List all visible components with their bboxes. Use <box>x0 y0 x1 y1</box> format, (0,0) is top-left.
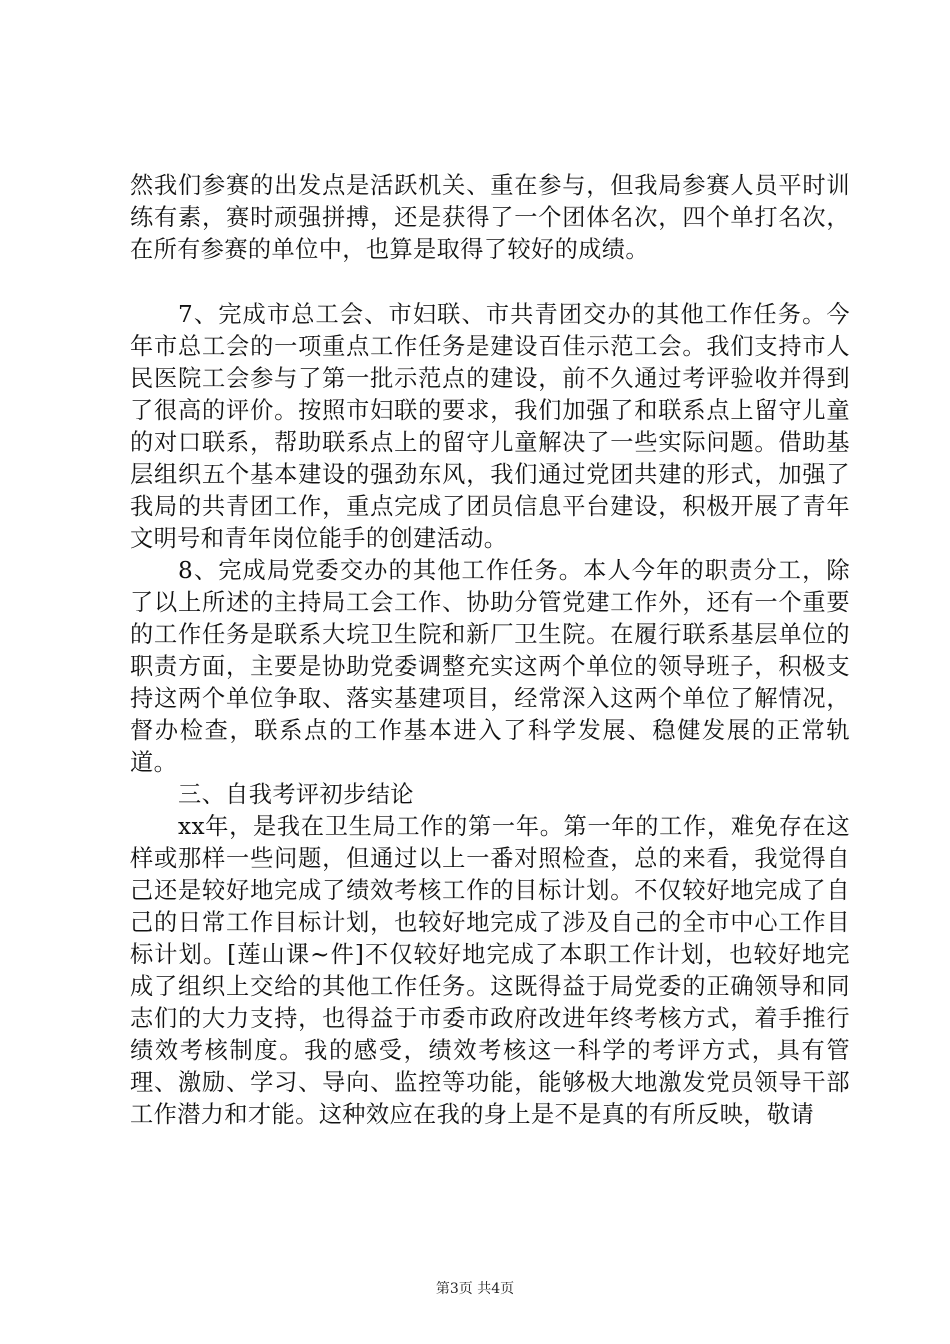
section-heading-self-evaluation: 三、自我考评初步结论 <box>178 781 414 808</box>
page-footer: 第3页 共4页 <box>435 1281 515 1297</box>
paragraph-sports-result: 然我们参赛的出发点是活跃机关、重在参与，但我局参赛人员平时训练有素，赛时顽强拼搏，还是获得了一个团体名次，四个单打名次，在所有参赛的单位中，也算是取得了较好的成绩。 <box>130 172 850 263</box>
paragraph-item-7: 7、完成市总工会、市妇联、市共青团交办的其他工作任务。今年市总工会的一项重点工作任务是建设百佳示范工会。我们支持市人民医院工会参与了第一批示范点的建设，前不久通过考评验收并得到了很高的评价。按照市妇联的要求，我们加强了和联系点上留守儿童的对口联系，帮助联系点上的留守儿童解决了一些实际问题。借助基层组织五个基本建设的强劲东风，我们通过党团共建的形式，加强了我局的共青团工作，重点完成了团员信息平台建设，积极开展了青年文明号和青年岗位能手的创建活动。 <box>130 301 850 552</box>
paragraph-item-8: 8、完成局党委交办的其他工作任务。本人今年的职责分工，除了以上所述的主持局工会工作、协助分管党建工作外，还有一个重要的工作任务是联系大垸卫生院和新厂卫生院。在履行联系基层单位的职责方面，主要是协助党委调整充实这两个单位的领导班子，积极支持这两个单位争取、落实基建项目，经常深入这两个单位了解情况，督办检查，联系点的工作基本进入了科学发展、稳健发展的正常轨道。 <box>130 557 850 776</box>
paragraph-conclusion: xx年，是我在卫生局工作的第一年。第一年的工作，难免存在这样或那样一些问题，但通过以上一番对照检查，总的来看，我觉得自己还是较好地完成了绩效考核工作的目标计划。不仅较好地完成了自己的日常工作目标计划，也较好地完成了涉及自己的全市中心工作目标计划。[莲山课~件]不仅较好地完成了本职工作计划，也较好地完成了组织上交给的其他工作任务。这既得益于局党委的正确领导和同志们的大力支持，也得益于市委市政府改进年终考核方式，着手推行绩效考核制度。我的感受，绩效考核这一科学的考评方式，具有管理、激励、学习、导向、监控等功能，能够极大地激发党员领导干部工作潜力和才能。这种效应在我的身上是不是真的有所反映，敬请 <box>130 813 850 1128</box>
